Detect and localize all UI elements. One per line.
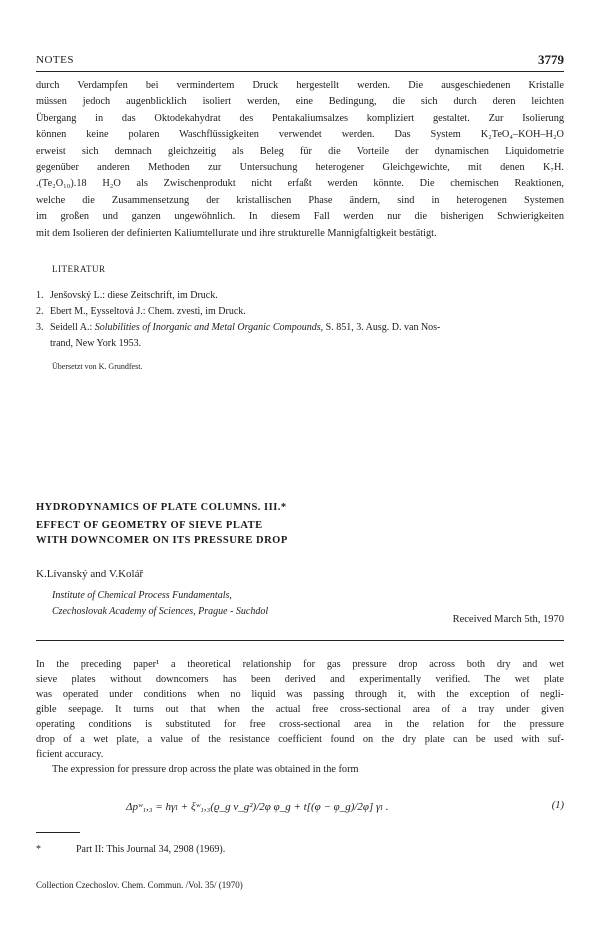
reference-item [36,320,564,336]
text-line: sieve plates without downcomers has been derived and experimentally verified. The wet plate [36,674,564,685]
text-line: was operated under conditions when no liquid was passing through it, with the exception of negli- [36,689,564,700]
text-line: In the preceding paper¹ a theoretical relationship for gas pressure drop across both dry and wet [36,659,564,670]
equation-number: (1) [551,800,564,811]
journal-page [36,0,564,938]
article-title-line: WITH DOWNCOMER ON ITS PRESSURE DROP [36,535,288,546]
reference-text: Ebert M., Eysseltová J.: Chem. zvesti, im Druck. [50,306,246,317]
text-line: mit dem Isolieren der definierten Kaliumtellurate und ihre strukturelle Mannigfaltigkeit bestätigt. [36,227,437,239]
pressure-drop-equation: Δpʷ₁,₃ = hγₗ + ξʷ₁,₃(ϱ_g v_g²)/2φ φ_g + t[(φ − φ_g)/2φ] γₗ . [126,801,389,813]
page-number: 3779 [538,52,564,67]
affiliation-line: Czechoslovak Academy of Sciences, Prague - Suchdol [52,606,269,617]
article-title-line: EFFECT OF GEOMETRY OF SIEVE PLATE [36,520,263,531]
reference-details: , S. 851, 3. Ausg. D. van Nos- [320,322,441,333]
reference-number: 2. [36,306,44,317]
text-line: drop of a wet plate, a value of the resistance coefficient found on the dry plate can be used with suf- [36,734,564,745]
footnote [36,844,225,855]
translator-note: Übersetzt von K. Grundfest. [52,362,143,371]
text-line: gible seepage. It turns out that when the actual free cross-sectional area of a tray under given [36,704,564,715]
reference-number: 3. [36,322,44,333]
reference-number: 1. [36,290,44,301]
footnote-marker: * [36,844,41,855]
reference-book-title: Solubilities of Inorganic and Metal Organic Compounds [94,322,321,333]
footnote-rule [36,832,80,833]
received-date: Received March 5th, 1970 [452,614,564,625]
article-authors: K.Lívanský and V.Kolář [36,568,144,580]
reference-item [36,304,564,320]
reference-list [36,288,564,352]
text-line: müssen jedoch augenblicklich isoliert werden, eine Bedingung, die sich durch deren leichten [36,96,564,108]
text-line: .(Te₂O₁₀).18 H₂O als Zwischenprodukt nicht erfaßt werden könnte. Die chemischen Reaktionen, [36,178,564,190]
article-paragraph [36,657,564,777]
reference-text: Jenšovský L.: diese Zeitschrift, im Druck. [50,290,218,301]
reference-item [36,288,564,304]
text-line: durch Verdampfen bei vermindertem Druck hergestellt werden. Die ausgeschiedenen Kristalle [36,80,564,91]
text-line: Übergang in das Oktodekahydrat des Pentakaliumsalzes kompliziert gestaltet. Zur Isolierung [36,112,564,124]
literature-heading: LITERATUR [52,264,106,274]
text-line: im großen und ganzen ungewöhnlich. In diesem Fall werden nur die bisherigen Schwierigkeiten [36,211,564,223]
footnote-text: Part II: This Journal 34, 2908 (1969). [76,844,226,855]
reference-continuation: trand, New York 1953. [50,338,142,349]
reference-author: Seidell A.: [50,322,95,333]
article-series-title: HYDRODYNAMICS OF PLATE COLUMNS. III.* [36,502,287,513]
text-line: welche die Zusammensetzung der kristallischen Phase ändern, sind in heterogenen Systemen [36,194,564,206]
page-header [36,52,564,70]
journal-citation: Collection Czechoslov. Chem. Commun. /Vol. 35/ (1970) [36,880,243,890]
text-line: erweist sich demnach gleichzeitig als Beleg für die Vorteile der dynamischen Liquidometrie [36,145,564,157]
article-title-block [36,500,564,548]
header-rule [36,71,564,72]
article-affiliation [52,588,268,620]
section-rule [36,640,564,641]
paragraph-continuation [36,78,564,242]
text-line: ficient accuracy. [36,749,104,760]
affiliation-line: Institute of Chemical Process Fundamentals, [52,590,232,601]
text-line: gegenüber anderen Methoden zur Untersuchung heterogener Gleichgewichte, mit denen K₇H. [36,162,564,174]
text-line: können keine polaren Waschflüssigkeiten verwendet werden. Das System K₂TeO₄–KOH–H₂O [36,129,564,141]
section-name: NOTES [36,54,74,66]
text-line: operating conditions is substituted for free cross-sectional area in the relation for the pressure [36,719,564,730]
text-line: The expression for pressure drop across the plate was obtained in the form [52,764,359,775]
